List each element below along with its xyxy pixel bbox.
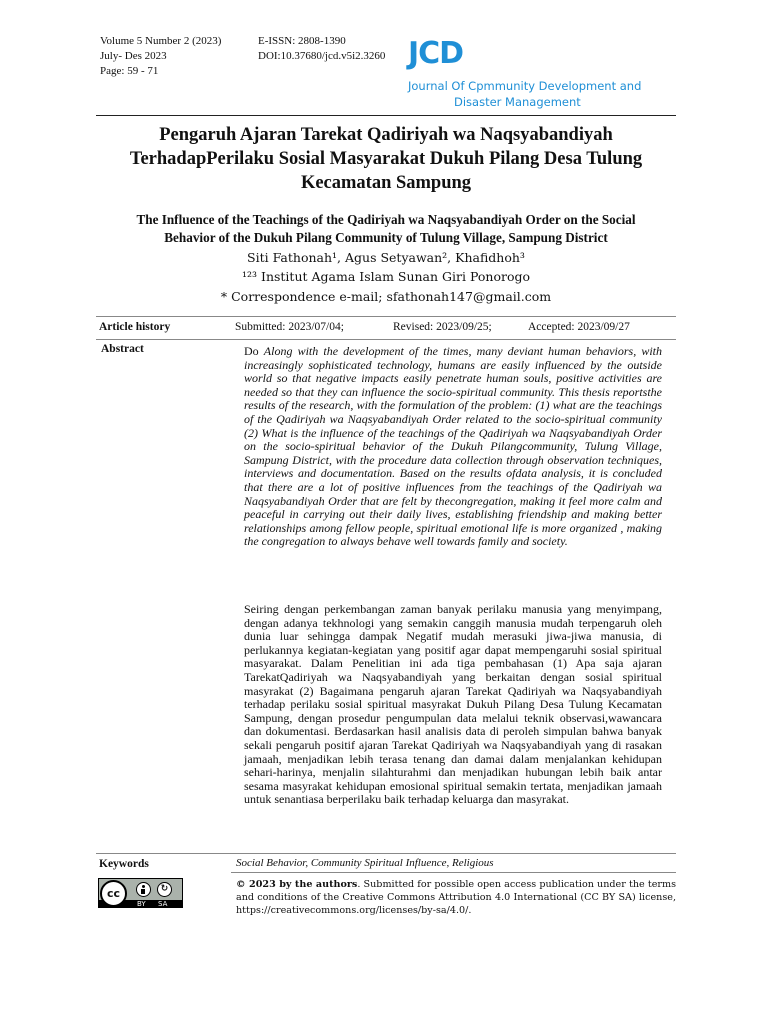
- abstract-label: Abstract: [101, 343, 144, 355]
- volume-text: Volume 5 Number 2 (2023): [100, 35, 222, 47]
- history-divider-top: [96, 316, 676, 317]
- attribution-icon: [136, 882, 151, 897]
- header-divider: [96, 115, 676, 116]
- journal-name: [408, 78, 678, 110]
- title-line1: Pengaruh Ajaran Tarekat Qadiriyah wa Naqsyabandiyah: [159, 125, 613, 145]
- abstract-lead: Do: [244, 344, 264, 358]
- title-line3: Kecamatan Sampung: [300, 173, 472, 193]
- history-label: Article history: [99, 321, 171, 333]
- keywords-underline: [231, 872, 676, 873]
- submitted-date: Submitted: 2023/07/04;: [235, 321, 344, 333]
- identifiers: [258, 34, 385, 64]
- doi-link[interactable]: DOI:10.37680/jcd.v5i2.3260: [258, 50, 386, 62]
- cc-by-sa-badge-icon[interactable]: [98, 878, 183, 908]
- history-divider-bottom: [96, 339, 676, 340]
- paper-title: [88, 123, 684, 195]
- en-title-line2: Behavior of the Dukuh Pilang Community of Tulung Village, Sampung District: [164, 230, 608, 245]
- accepted-date: Accepted: 2023/09/27: [528, 321, 630, 333]
- by-label: BY: [137, 900, 146, 908]
- en-title-line1: The Influence of the Teachings of the Qadiriyah wa Naqsyabandiyah Order on the Social: [136, 212, 636, 227]
- sa-label: SA: [158, 900, 168, 908]
- issue-info: [100, 34, 221, 79]
- affiliation: ¹²³ Institut Agama Islam Sunan Giri Ponorogo: [242, 269, 530, 284]
- pages-text: Page: 59 - 71: [100, 65, 159, 77]
- copyright-notice: © 2023 by the authors: [236, 879, 358, 890]
- author-list: Siti Fathonah¹, Agus Setyawan², Khafidhoh³: [247, 250, 525, 265]
- title-line2: TerhadapPerilaku Sosial Masyarakat Dukuh Pilang Desa Tulung: [129, 149, 643, 169]
- eissn-text: E-ISSN: 2808-1390: [258, 35, 346, 47]
- cc-icon: cc: [100, 880, 127, 907]
- english-title: [88, 211, 684, 247]
- period-text: July- Des 2023: [100, 50, 167, 62]
- keywords-divider: [96, 853, 676, 854]
- abstract-indonesian: Seiring dengan perkembangan zaman banyak perilaku manusia yang menyimpang, dengan adanya tekhnologi yang semakin canggih manusia mudah terpengaruh oleh dunia luar sehingga dampak Negatif mudah merasuki jiwa-jiwa manusia, di perlukannya kegiatan-kegiatan yang positif agar dapat mempengaruhi sosial spiritual masyarakat. Dalam Penelitian ini ada tiga pembahasan (1) Apa saja ajaran TarekatQadiriyah wa Naqsyabandiyah yang berkaitan dengan sosial spiritual masyrakat (2) Bagaimana pengaruh ajaran Tarekat Qadiriyah wa Naqsyabandiyah terhadap perilaku sosial spiritual masyrakat Dukuh Pilang Desa Tulung Kecamatan Sampung, dengan prosedur pengumpulan data melalui teknik observasi,wawancara dan dokumentasi. Berdasarkan hasil analisis data di peroleh simpulan bahwa banyak sekali pengaruh positif ajaran Tarekat Qadiriyah wa Naqsyabandiyah yang di rasakan jamaah, menjadikan lebih terasa tenang dan damai dalam menjalankan kehidupan sehari-harinya, menjalin silahturahmi dan menjadikan hubungan lebih baik antar sesama masyrakat kehidupan emosional spiritual semakin tertata, menjadikan jamaah untuk senantiasa berperilaku baik terhadap keluarga dan masyrakat.: [244, 602, 662, 807]
- abstract-english-text: Along with the development of the times, many deviant human behaviors, with increasingly sophisticated technology, humans are easily influenced by the outside world so that negative impacts easily penetrate human souls, positive activities are needed so that they can influence the socio-spiritual community. This thesis reportsthe results of the research, with the formulation of the problem: (1) what are the teachings of the Qadiriyah wa Naqsyabandiyah Order related to the socio-spiritual community (2) What is the influence of the teachings of the Qadiriyah wa Naqsyabandiyah Order on the socio-spiritual behavior of the Dukuh Pilangcommunity, Tulung Village, Sampung District, with the procedure data collection through observation techniques, interviews and documentation. Based on the results ofdata analysis, it is concluded that there are a lot of positive influences from the teachings of the Qadiriyah wa Naqsyabandiyah Order that are felt by thecongregation, making it feel more calm and peaceful in carrying out their daily lives, establishing friendship and making better relationships among fellow people, spiritual emotional life is more organized , making the congregation to always behave well towards family and society.: [244, 344, 663, 549]
- correspondence-email[interactable]: * Correspondence e-mail; sfathonah147@gmail.com: [220, 289, 552, 304]
- share-alike-icon: ↻: [157, 882, 172, 897]
- journal-name-line2: Disaster Management: [454, 95, 581, 109]
- journal-name-line1: Journal Of Cpmmunity Development and: [408, 79, 642, 93]
- license-terms[interactable]: . Submitted for possible open access publication under the terms and conditions of the Creative Commons Attribution 4.0 International (CC BY SA) license, https://creativecommons.org/licenses/by-sa/4.0/.: [236, 879, 676, 916]
- keywords-value: Social Behavior, Community Spiritual Influence, Religious: [236, 857, 494, 869]
- journal-logo: JCD: [408, 36, 464, 71]
- keywords-label: Keywords: [99, 858, 149, 870]
- license-text: [236, 878, 676, 917]
- revised-date: Revised: 2023/09/25;: [393, 321, 492, 333]
- abstract-english: [244, 345, 662, 549]
